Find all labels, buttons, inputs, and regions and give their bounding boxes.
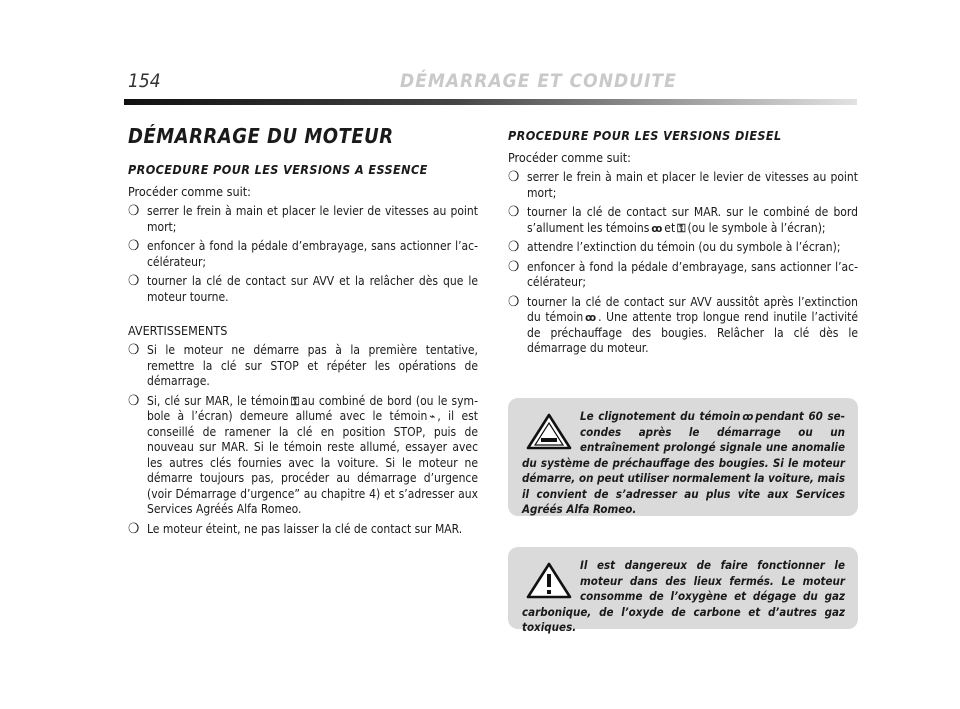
diesel-procedure-heading: PROCEDURE POUR LES VERSIONS DIESEL	[508, 128, 782, 143]
immobilizer-icon: ⚿	[677, 221, 686, 235]
list-item: ❍ enfoncer à fond la pédale d’embrayage, sans actionner l’accélérateur;	[508, 258, 858, 289]
section-title: DÉMARRAGE ET CONDUITE	[400, 70, 677, 92]
engine-fault-icon: ⌁	[429, 410, 436, 423]
bullet-icon: ❍	[128, 342, 140, 358]
header-rule	[124, 99, 857, 105]
petrol-procedure-heading: PROCEDURE POUR LES VERSIONS A ESSENCE	[128, 162, 428, 177]
list-item: ❍ tourner la clé de contact sur MAR. sur le combiné de bord s’allument les témoins ꝏ et ⚿ (ou le symbole à l’écran);	[508, 204, 858, 235]
list-item: ❍ serrer le frein à main et placer le levier de vitesses au point mort;	[128, 203, 478, 234]
immobilizer-icon: ⚿	[290, 394, 300, 408]
note-text: Il est dangereux de faire fonctionner le moteur dans des lieux fermés. Le moteur consomme de l’oxygène et dégage du gaz carbonique, de l’oxyde de carbone et d’autres gaz toxiques.	[522, 558, 845, 634]
list-item: ❍ tourner la clé de contact sur AVV aussitôt après l’extinction du témoin ꝏ . Une attente trop longue rend inutile l’activité de préchauffage des bougies. Relâcher la clé dès le démarrage du moteur.	[508, 293, 858, 355]
list-item: ❍ Si, clé sur MAR, le témoin ⚿ au combiné de bord (ou le symbole à l’écran) demeure allumé avec le témoin ⌁ , il est conseillé de ramener la clé en position STOP, puis de nouveau sur MAR. Si le témoin reste allumé, essayer avec les autres clés fournies avec la voiture. Si le moteur ne démarre toujours pas, procéder au démarrage d’urgence (voir Démarrage d’urgence” au chapitre 4) et s’adresser aux Services Agréés Alfa Romeo.	[128, 392, 478, 516]
bullet-icon: ❍	[128, 273, 140, 289]
page-title: DÉMARRAGE DU MOTEUR	[128, 124, 394, 148]
bullet-icon: ❍	[128, 238, 140, 254]
list-item: ❍ tourner la clé de contact sur AVV et la relâcher dès que le moteur tourne.	[128, 273, 478, 304]
caution-triangle-icon	[524, 411, 574, 451]
glow-plug-icon: ꝏ	[585, 311, 597, 324]
bullet-icon: ❍	[508, 169, 520, 185]
glow-plug-icon: ꝏ	[651, 221, 663, 235]
list-item: ❍ attendre l’extinction du témoin (ou du symbole à l’écran);	[508, 239, 841, 255]
bullet-icon: ❍	[508, 239, 520, 255]
petrol-intro: Procéder comme suit:	[128, 184, 251, 199]
warnings-heading: AVERTISSEMENTS	[128, 323, 228, 338]
right-column	[508, 120, 858, 361]
list-item: ❍ serrer le frein à main et placer le levier de vitesses au point mort;	[508, 169, 858, 200]
left-column	[128, 120, 478, 541]
bullet-icon: ❍	[128, 203, 140, 219]
note-text: Le clignotement du témoin ꝏ pendant 60 secondes après le démarrage ou un entraînement prolongé signale une anomalie du système de préchauffage des bougies. Si le moteur démarre, on peut utiliser normalement la voiture, mais il convient de s’adresser au plus vite aux Services Agréés Alfa Romeo.	[522, 409, 845, 516]
bullet-icon: ❍	[508, 293, 520, 310]
diesel-intro: Procéder comme suit:	[508, 150, 631, 165]
bullet-icon: ❍	[508, 258, 520, 275]
bullet-icon: ❍	[508, 204, 520, 220]
glow-plug-icon: ꝏ	[742, 410, 754, 423]
warning-triangle-icon	[524, 560, 574, 600]
warnings-list	[128, 343, 478, 537]
glow-plug-note	[508, 398, 858, 516]
bullet-icon: ❍	[128, 392, 140, 409]
bullet-icon: ❍	[128, 520, 140, 537]
list-item: ❍ Le moteur éteint, ne pas laisser la clé de contact sur MAR.	[128, 520, 463, 537]
list-item: ❍ Si le moteur ne démarre pas à la première tentative, remettre la clé sur STOP et répéter les opérations de démarrage.	[128, 342, 478, 388]
petrol-steps-list	[128, 204, 478, 305]
page-number: 154	[128, 70, 161, 92]
list-item: ❍ enfoncer à fond la pédale d’embrayage, sans actionner l’accélérateur;	[128, 238, 478, 269]
danger-note	[508, 547, 858, 634]
diesel-steps-list	[508, 170, 858, 357]
